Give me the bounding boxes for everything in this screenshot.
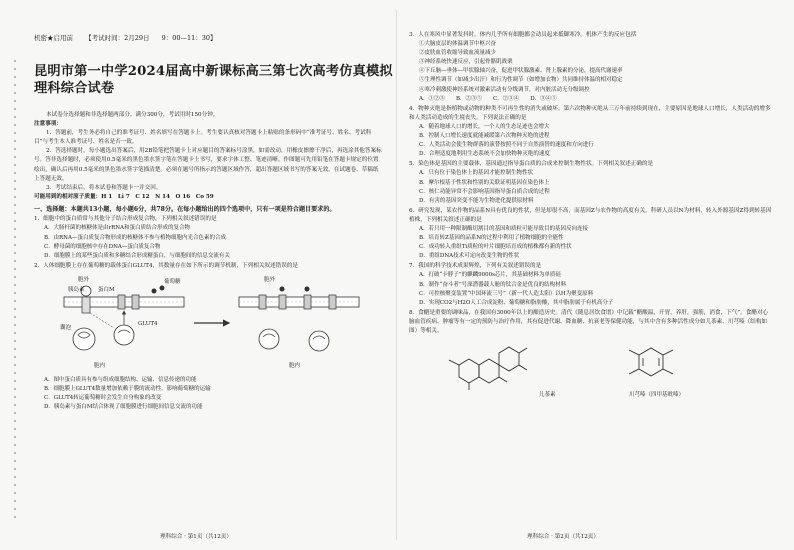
question-6-option-a: A．若只用一种限制酶切割目的基因和质粒可能导致目的基因反向连接 [419, 225, 588, 232]
secret-label: 机密★启用前 [34, 34, 73, 42]
question-6-option-b: B．培育转Z基因的品系N的过程中利用了植物细胞的全能性 [419, 235, 564, 242]
question-1-option-b: B．由RNA—蛋白质复合物形成的核糖体不参与植物细胞内光合色素的合成 [44, 234, 226, 241]
vesicle-icon [259, 329, 279, 349]
question-4-option-b: B．控制人口增长速度就能减缓第六次物种灭绝的进程 [419, 133, 550, 140]
glut4-protein-icon [329, 295, 336, 309]
question-7-option-a: A．打破“卡脖子”的麒麟9000s芯片，其基础材料为单质硅 [419, 272, 561, 279]
question-1-option-a: A．大肠杆菌的核糖体是由rRNA和蛋白质结合形成的复合物 [44, 225, 191, 232]
glucose-icon [305, 286, 310, 291]
receptor-m-icon [82, 297, 90, 313]
question-5-stem: 5．染色体是基因的主要载体，基因通过指导蛋白质的合成来控制生物性状。下列相关叙述正确的是 [409, 161, 654, 168]
glut4-protein-icon [279, 295, 286, 309]
question-4-stem: 4．物种灭绝是指植物或动物的种类不可再生性的消失或破坏。第六次物种灭绝从三万年前持续到现在，主要原因是地球人口增长，人类活动的增多和人类活动造成的生境丧失。下列说法正确的是 [409, 105, 771, 121]
label-protein-m: 蛋白M [98, 286, 115, 293]
intro-text: 本试卷分选择题和非选择题两部分。满分300分，考试用时150分钟。 [46, 112, 219, 118]
question-3-item-6: ⑥寒冷刺激使神经系统对激素活动有分级调节，对内脏活动无分级调控 [419, 86, 590, 93]
glucose-icon [280, 286, 285, 291]
question-4-option-a: A．随着地球人口的增长，一个人的生态足迹也会增大 [419, 123, 550, 130]
question-2-option-a: A．图中蛋白质具有参与组成细胞结构、运输、信息传递的功能 [44, 376, 197, 383]
question-3-item-1: ①大脑皮层的体温调节中枢兴奋 [419, 41, 497, 48]
vesicle-icon [114, 325, 134, 345]
glucose-icon [152, 288, 157, 293]
chemical-structures [409, 340, 772, 400]
atomic-masses: 可能用到的相对原子质量：H 1 Li 7 C 12 N 14 O 16 Co 59 [34, 193, 214, 200]
question-6-option-c: C．成功转入重组Ti质粒的叶片细胞培育成的植株都有新的性状 [419, 244, 572, 251]
glut4-protein-icon [304, 295, 311, 309]
question-2-option-d: D．胰岛素与蛋白M结合体现了细胞膜进行细胞间信息交流的功能 [44, 404, 203, 411]
exam-title-line1: 昆明市第一中学2024届高中新课标高三第七次高考仿真模拟 [34, 64, 393, 79]
vesicle-icon [73, 328, 95, 350]
label-extracellular-left: 胞外 [78, 276, 90, 283]
binding-margin [14, 60, 16, 520]
question-5-option-c: C．核仁功能异常不会影响基因指导蛋白质合成的过程 [419, 188, 550, 195]
question-7-option-d: D．实现CO2与H2O人工合成淀粉、葡萄糖和脂肪酸，其中脂肪属于有机高分子 [419, 299, 614, 306]
notice-2: 2．答选择题时，每小题选出答案后，用2B铅笔把答题卡上对应题目的答案标号涂黑，如需改动，用橡皮擦擦干净后，再选涂其他答案标号。答非选择题时，必须使用0.5毫米的黑色墨水签字笔在答题卡上书写，要求字体工整、笔迹清晰。作图题可先用铅笔在答题卡规定的位置绘出，确认后再用0.5毫米的黑色墨水签字笔描清楚。必须在题号所指示的答题区域作答，超出答题区域书写的答案无效，在试题卷、草稿纸上答题无效。 [34, 148, 382, 182]
question-8-stem: 8．食醋是重要的调味品，在我国有3000年以上的酿造历史。清代《随息居饮食谱》中记载“醋酸温，开胃，养肝，强筋，消食，下气”。食醋对心脑血管疾病、肿瘤等有一定的预防与治疗作用，其有促进代谢、降血糖、抗衰老等保健功能，与其中含有多种活性成分如儿茶素、川芎嗪（结构如图）等相关。 [409, 309, 769, 334]
catechin-caption: 儿茶素 [539, 392, 556, 399]
page-1-footer: 理科综合 · 第1页（共12页） [160, 534, 232, 540]
question-7-option-c: C．可控核聚变装置“中国环流三号”（新一代人造太阳）以H为聚变原料 [419, 290, 594, 297]
exam-header [34, 34, 383, 43]
exam-title-line2: 理科综合试卷 [34, 81, 115, 96]
tetramethylpyrazine-caption: 川芎嗪（四甲基吡嗪） [629, 392, 685, 399]
question-4-option-c: C．人类活动会使生物群落的演替按照不同于自然演替的速度和方向进行 [419, 142, 594, 149]
page-2-footer: 理科综合 · 第2页（共12页） [527, 534, 599, 540]
question-3-item-5: ⑤生理性调节（如减少出汗）和行为性调节（如增加衣物）共同维持体温的相对稳定 [419, 77, 623, 84]
label-extracellular-right: 胞外 [264, 276, 276, 283]
question-2-option-c: C．GLUT4转运葡萄糖时会发生自身构象的改变 [44, 395, 162, 402]
label-intracellular-right: 胞内 [289, 362, 301, 369]
question-7-option-b: B．制作“奋斗者”号深潜器载人舱的钛合金是优良的结构材料 [419, 281, 567, 288]
question-1-option-c: C．酵母菌的细胞核中存在DNA—蛋白质复合物 [44, 243, 161, 250]
vesicle-icon [309, 331, 329, 351]
question-3-options: A．①②③ B．②③⑤ C．②③④ D．③④⑤ [419, 95, 557, 102]
glut4-diagram [34, 273, 383, 373]
question-2-stem: 2．人体细胞膜上存在葡萄糖的载体蛋白GLUT4，其数量存在如下所示的调节机制，下列相关叙述错误的是 [34, 262, 298, 269]
notice-3: 3．考试结束后，将本试卷和答题卡一并交回。 [46, 184, 162, 191]
notice-1: 1．答题前，考生务必将自己的准考证号、姓名填写在答题卡上。考生要认真核对答题卡上粘贴的条形码中“准考证号、姓名、考试科目”与考生本人准考证号、姓名是否一致。 [34, 130, 372, 146]
question-6-stem: 6．研究发现，某农作物的品系N具有优良的性状，但是却很不高，而基因Z与农作物的高度有关。科研人员以N为材料，转入外源基因Z得到转基因植株，下列相关叙述正确的是 [409, 207, 772, 223]
question-4-option-d: D．合理适度地利用生态系统不会加快物种灭绝的速度 [419, 151, 550, 158]
question-5-option-d: D．有害的基因突变不能为生物进化提供原材料 [419, 197, 534, 204]
section-1-heading: 一、选择题：本题共13小题，每小题6分，共78分。在每小题给出的四个选项中，只有一项是符合题目要求的。 [34, 205, 336, 213]
page-2 [397, 0, 794, 550]
exam-time-label: 【考试时间：2月29日 [85, 34, 150, 42]
question-5-option-a: A．只有位于染色体上的基因才能控制生物性状 [419, 170, 533, 177]
question-3-item-4: ④下丘脑—垂体—甲状腺轴兴奋，促进甲状腺激素、肾上腺素的分泌，提高代谢速率 [419, 68, 623, 75]
glut4-protein-icon [132, 295, 139, 309]
label-insulin: 胰岛素 [68, 286, 85, 293]
question-1-option-d: D．细胞膜上的某些蛋白质和多糖结合形成糖蛋白，与细胞间的信息交流有关 [44, 252, 230, 259]
glucose-icon [160, 285, 165, 290]
label-vesicle: 囊泡 [60, 324, 72, 331]
tetramethylpyrazine-structure-icon [629, 348, 673, 376]
catechin-structure-icon [449, 347, 527, 390]
glut4-protein-icon [118, 295, 125, 309]
question-7-stem: 7．我国的科学技术成果辉煌，下列有关叙述错误的是 [409, 263, 542, 270]
question-3-stem: 3．人在寒风中显著发抖时，体内几乎所有细胞都会动员起来抵御寒冷。机体产生的反应包括 [409, 32, 637, 38]
glut4-protein-icon [259, 295, 266, 309]
exam-title [34, 63, 393, 97]
question-1-stem: 1．细胞中的蛋白质常与其他分子结合形成复合物，下列相关叙述错误的是 [34, 216, 217, 223]
question-6-option-d: D．重组DNA技术可定向改变生物的性状 [419, 253, 520, 260]
label-glucose: 葡萄糖 [164, 278, 181, 285]
question-3-item-3: ③神经系统快速反应，引起骨骼肌战栗 [419, 59, 513, 66]
label-glut4: GLUT4 [138, 320, 158, 327]
label-intracellular-left: 胞内 [94, 362, 106, 369]
question-5-option-b: B．摩尔根基于性状和性别的关联证明基因在染色体上 [419, 179, 550, 186]
exam-time-value: 9：00—11：30】 [161, 34, 217, 42]
notice-title: 注意事项： [34, 121, 62, 128]
question-2-option-b: B．细胞膜上GLUT4数量增加依赖于膜的流动性，影响葡萄糖的运输 [44, 386, 211, 392]
question-3-item-2: ②皮肤血管收缩导致血流量减少 [419, 50, 497, 57]
